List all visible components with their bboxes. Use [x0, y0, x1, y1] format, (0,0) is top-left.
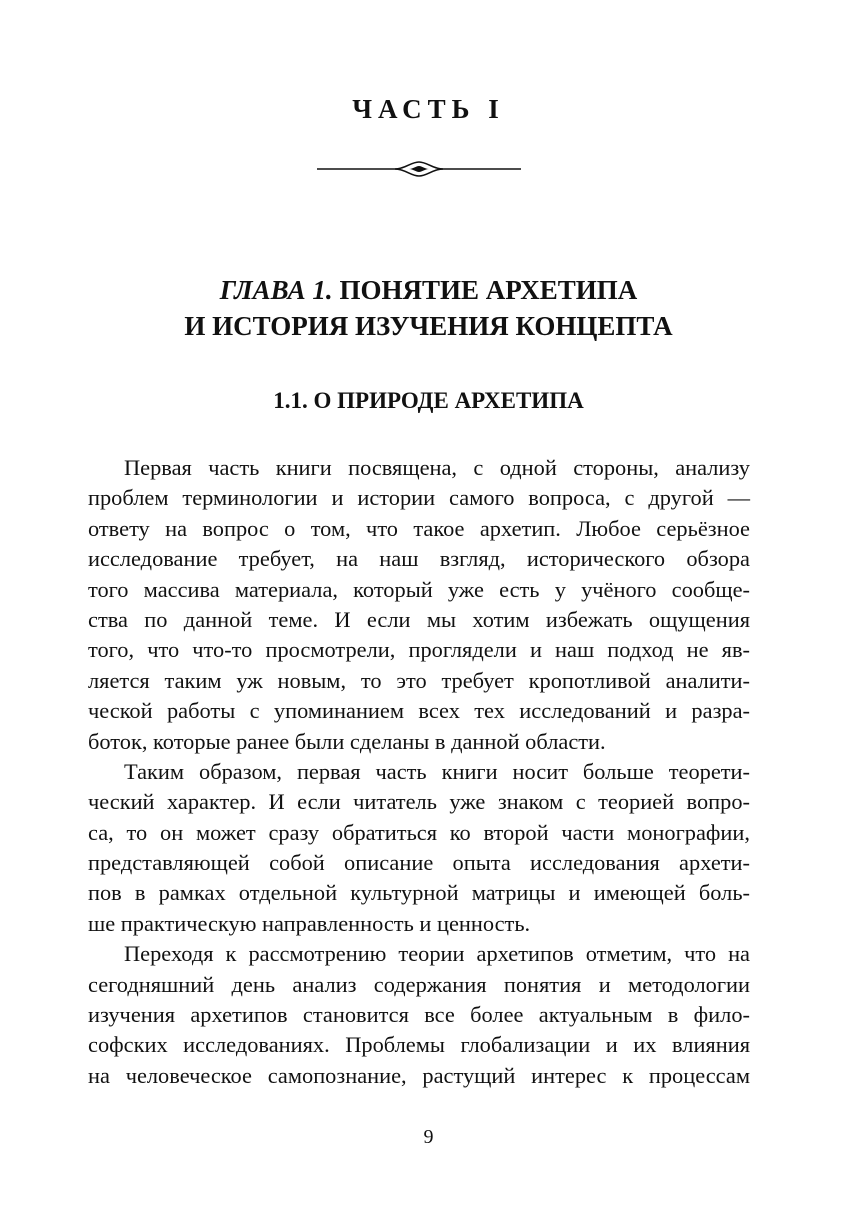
text-line: Переходя к рассмотрению теории архетипов отметим, что на [124, 941, 750, 967]
text-line: ше практическую направленность и ценность. [88, 910, 531, 936]
text-line: пов в рамках отдельной культурной матрицы и имеющей боль- [88, 880, 750, 906]
text-line: софских исследованиях. Проблемы глобализации и их влияния [88, 1032, 750, 1058]
divider-ornament [317, 158, 521, 180]
text-line: боток, которые ранее были сделаны в данной области. [88, 728, 606, 754]
paragraph [88, 939, 750, 1091]
text-line: ческой работы с упоминанием всех тех исследований и разра- [88, 698, 750, 724]
text-line: са, то он может сразу обратиться ко второй части монографии, [88, 819, 750, 845]
part-title: ЧАСТЬ I [352, 94, 505, 124]
text-line: ляется таким уж новым, то это требует кропотливой аналити- [88, 667, 750, 693]
chapter-title-line-1 [0, 272, 857, 308]
text-line: представляющей собой описание опыта исследования архети- [88, 850, 750, 876]
text-line: того, что что-то просмотрели, проглядели и наш подход не яв- [88, 637, 750, 663]
chapter-label: ГЛАВА 1. [219, 275, 333, 305]
chapter-title-text-1: ПОНЯТИЕ АРХЕТИПА [339, 275, 638, 305]
text-line: Первая часть книги посвящена, с одной стороны, анализу [124, 455, 750, 480]
paragraph [88, 757, 750, 939]
text-line: проблем терминологии и истории самого вопроса, с другой — [88, 485, 750, 511]
chapter-title-line-2: И ИСТОРИЯ ИЗУЧЕНИЯ КОНЦЕПТА [184, 311, 673, 341]
text-line: на человеческое самопознание, растущий интерес к процессам [88, 1062, 750, 1088]
text-line: ческий характер. И если читатель уже знаком с теорией вопро- [88, 789, 750, 815]
body-text [88, 453, 750, 1091]
section-title: 1.1. О ПРИРОДЕ АРХЕТИПА [273, 388, 584, 413]
text-line: изучения архетипов становится все более актуальным в фило- [88, 1002, 750, 1028]
text-line: того массива материала, который уже есть у учёного сообще- [88, 576, 750, 602]
text-line: Таким образом, первая часть книги носит больше теорети- [124, 758, 750, 784]
chapter-title [0, 272, 857, 344]
text-line: исследование требует, на наш взгляд, исторического обзора [88, 546, 750, 572]
text-line: ства по данной теме. И если мы хотим избежать ощущения [88, 606, 750, 632]
text-line: сегодняшний день анализ содержания понятия и методологии [88, 971, 750, 997]
paragraph [88, 453, 750, 757]
page-number: 9 [423, 1126, 434, 1148]
text-line: ответу на вопрос о том, что такое архетип. Любое серьёзное [88, 515, 750, 541]
